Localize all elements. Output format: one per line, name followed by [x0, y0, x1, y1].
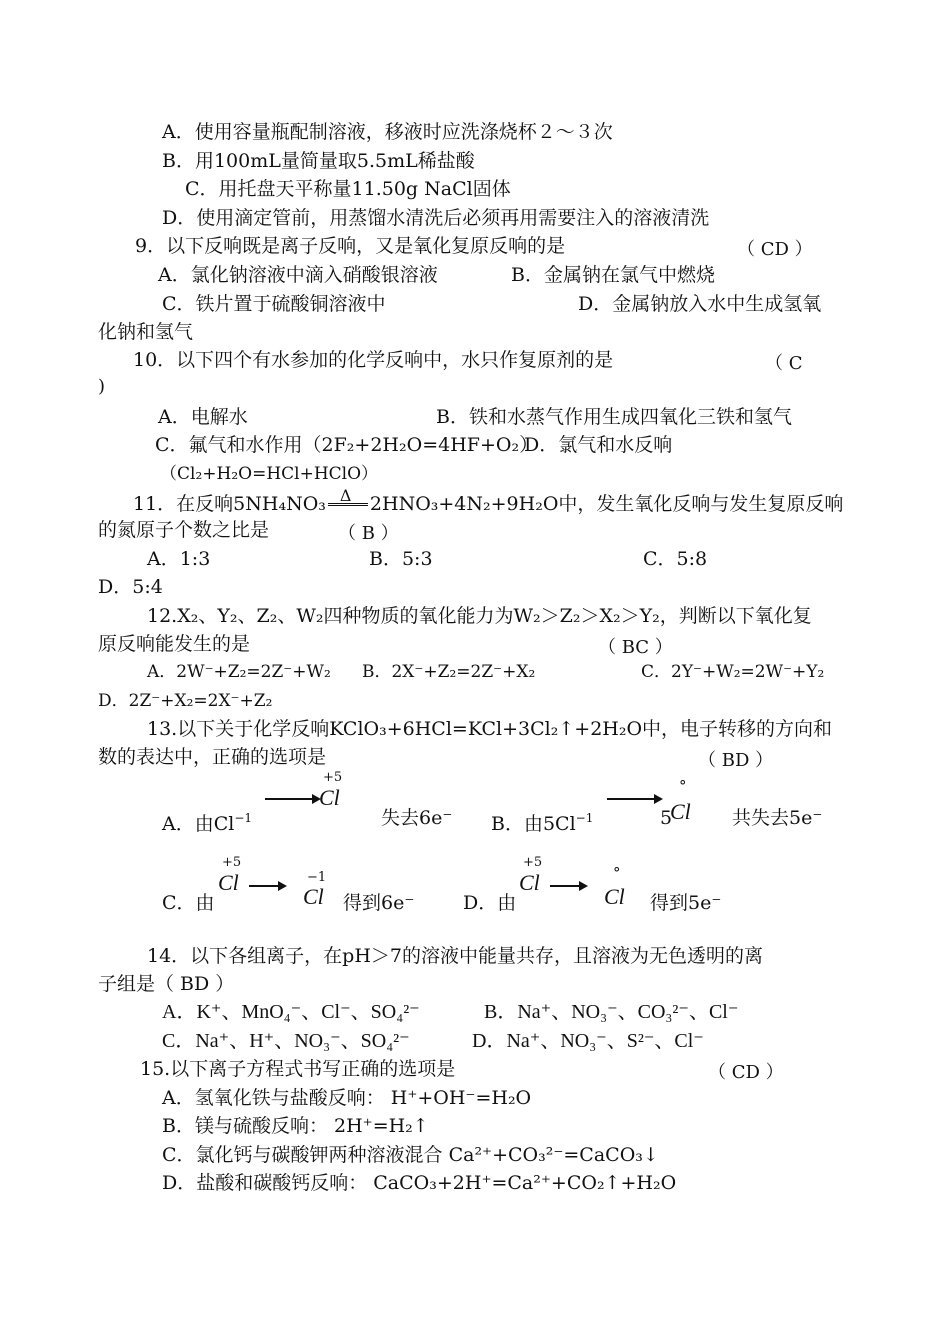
q13-option-c-label: C．由	[162, 892, 215, 914]
q13-c-cl-left: Cl	[218, 870, 239, 895]
q12-option-c: C．2Y⁻+W₂=2W⁻+Y₂	[641, 662, 825, 682]
q15-option-d: D．盐酸和碳酸钙反响： CaCO₃+2H⁺=Ca²⁺+CO₂↑+H₂O	[162, 1172, 677, 1194]
q13-b-text: 共失去5e⁻	[732, 807, 823, 829]
q12-answer: （ BC ）	[598, 637, 673, 658]
q13-option-d-label: D．由	[463, 892, 517, 914]
q13-a-text: 失去6e⁻	[381, 807, 453, 829]
q11-option-a: A．1:3	[147, 548, 211, 570]
q13-b-arrow	[607, 798, 661, 800]
q8-option-c: C．用托盘天平称量11.50g NaCl固体	[185, 178, 511, 200]
q13-d-text: 得到5e⁻	[650, 892, 722, 914]
q13-option-a-label	[162, 806, 252, 836]
q9-answer: （ CD ）	[737, 239, 813, 260]
q9-option-a: A．氯化钠溶液中滴入硝酸银溶液	[158, 264, 438, 286]
q13-a-arrow	[265, 798, 319, 800]
q13-a-cl: Cl	[319, 785, 340, 810]
q13-a-label: A．由Cl	[162, 813, 235, 835]
q14-option-a: A．K⁺、MnO₄⁻、Cl⁻、SO₄²⁻	[162, 1001, 420, 1023]
q9-option-d: D．金属钠放入水中生成氢氧	[578, 293, 822, 315]
q13-c-minus1: −1	[307, 870, 327, 885]
q13-b-zero: °	[679, 777, 687, 795]
q12-stem-continued: 原反响能发生的是	[98, 633, 251, 655]
q10-option-c: C．氟气和水作用（2F₂+2H₂O=4HF+O₂）	[155, 434, 539, 456]
q13-d-zero: °	[613, 864, 621, 882]
q11-answer: （ B ）	[338, 523, 399, 544]
q13-stem-continued: 数的表达中，正确的选项是	[98, 746, 327, 768]
q13-d-arrow	[550, 885, 586, 887]
q13-option-b-label	[491, 806, 593, 836]
q12-stem: 12.X₂、Y₂、Z₂、W₂四种物质的氧化能力为W₂＞Z₂＞X₂＞Y₂，判断以下氧化复	[147, 605, 812, 627]
q11-option-b: B．5:3	[369, 548, 433, 570]
q11-heat-arrow	[326, 486, 370, 510]
q8-option-d: D．使用滴定管前，用蒸馏水清洗后必须再用需要注入的溶液清洗	[162, 207, 710, 229]
q10-option-b: B．铁和水蒸气作用生成四氧化三铁和氢气	[436, 406, 792, 428]
q13-c-arrow	[249, 885, 285, 887]
q15-option-b: B．镁与硫酸反响： 2H⁺=H₂↑	[162, 1115, 429, 1137]
q11-delta-line	[328, 503, 368, 506]
q13-c-cl-right: Cl	[303, 884, 324, 909]
q15-option-a: A．氢氧化铁与盐酸反响： H⁺+OH⁻=H₂O	[162, 1087, 532, 1109]
q13-c-plus5: +5	[222, 855, 242, 870]
q14-option-b: B．Na⁺、NO₃⁻、CO₃²⁻、Cl⁻	[484, 1001, 739, 1023]
q14-stem: 14．以下各组离子，在pH＞7的溶液中能量共存，且溶液为无色透明的离	[147, 945, 763, 967]
q13-answer: （ BD ）	[698, 750, 774, 771]
q10-answer: （ C	[765, 353, 803, 374]
q10-option-a: A．电解水	[158, 406, 248, 428]
q14-option-d: D．Na⁺、NO₃⁻、S²⁻、Cl⁻	[472, 1030, 704, 1052]
q10-answer-close: )	[98, 376, 106, 397]
q11-option-d: D．5:4	[98, 576, 163, 598]
q11-delta: Δ	[339, 486, 352, 505]
q13-stem: 13.以下关于化学反响KClO₃+6HCl=KCl+3Cl₂↑+2H₂O中，电子转移的方向和	[147, 718, 833, 740]
q9-stem: 9．以下反响既是离子反响，又是氧化复原反响的是	[135, 235, 566, 257]
q12-option-a: A．2W⁻+Z₂=2Z⁻+W₂	[147, 662, 331, 682]
q9-option-d-continued: 化钠和氢气	[98, 321, 194, 343]
q13-d-cl-right: Cl	[604, 884, 625, 909]
q13-a-plus5: +5	[323, 770, 343, 785]
q13-c-text: 得到6e⁻	[343, 892, 415, 914]
q11-stem	[133, 486, 844, 516]
q13-b-cl: Cl	[670, 799, 691, 824]
q13-d-cl-left: Cl	[519, 870, 540, 895]
q13-b-label: B．由5Cl	[491, 813, 576, 835]
q12-option-d: D．2Z⁻+X₂=2X⁻+Z₂	[98, 691, 273, 711]
q11-stem-post: 2HNO₃+4N₂+9H₂O中，发生氧化反响与发生复原反响	[369, 493, 844, 515]
q9-option-c: C．铁片置于硫酸铜溶液中	[162, 293, 386, 315]
q13-b-sup: −1	[575, 811, 594, 825]
q10-option-d-equation: （Cl₂+H₂O=HCl+HClO）	[160, 464, 379, 484]
q11-option-c: C．5:8	[643, 548, 708, 570]
q14-option-c: C．Na⁺、H⁺、NO₃⁻、SO₄²⁻	[162, 1030, 410, 1052]
q15-answer: （ CD ）	[708, 1062, 784, 1083]
q10-option-d: D．氯气和水反响	[524, 434, 673, 456]
q14-stem-continued: 子组是（ BD ）	[98, 973, 235, 995]
q10-stem: 10．以下四个有水参加的化学反响中，水只作复原剂的是	[133, 349, 614, 371]
q15-option-c: C．氯化钙与碳酸钾两种溶液混合 Ca²⁺+CO₃²⁻=CaCO₃↓	[162, 1144, 659, 1166]
q13-a-sup: −1	[234, 811, 253, 825]
q8-option-a: A．使用容量瓶配制溶液，移液时应洗涤烧杯２～３次	[162, 121, 613, 143]
q15-stem: 15.以下离子方程式书写正确的选项是	[140, 1058, 456, 1080]
q11-stem-continued: 的氮原子个数之比是	[98, 519, 270, 541]
q13-d-plus5: +5	[523, 855, 543, 870]
q12-option-b: B．2X⁻+Z₂=2Z⁻+X₂	[362, 662, 536, 682]
q8-option-b: B．用100mL量简量取5.5mL稀盐酸	[162, 150, 475, 172]
q9-option-b: B．金属钠在氯气中燃烧	[511, 264, 715, 286]
q11-stem-pre: 11．在反响5NH₄NO₃	[133, 493, 326, 515]
q13-b-coef: 5	[660, 807, 673, 829]
